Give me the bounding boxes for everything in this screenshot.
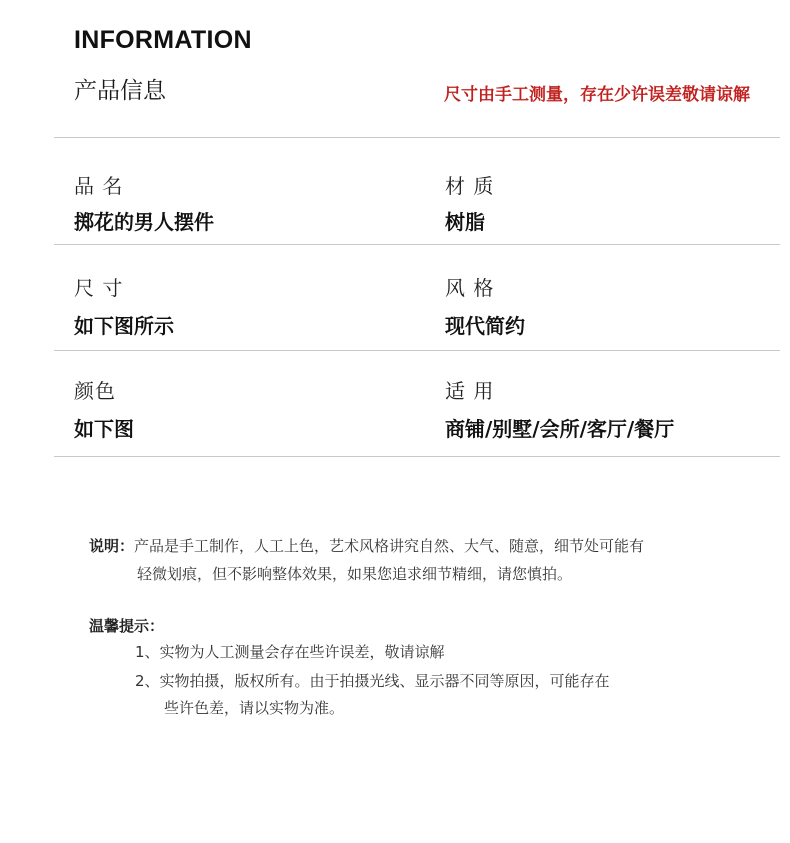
spec-label-style: 风 格 — [445, 276, 495, 300]
description-line-1 — [89, 535, 644, 556]
spec-label-material: 材 质 — [445, 174, 495, 198]
spec-value-usage: 商铺/别墅/会所/客厅/餐厅 — [445, 417, 675, 441]
section-title-en: INFORMATION — [74, 26, 252, 54]
spec-value-color: 如下图 — [74, 417, 134, 441]
measurement-note: 尺寸由手工测量，存在少许误差敬请谅解 — [444, 85, 750, 105]
spec-value-material: 树脂 — [445, 210, 485, 234]
spec-label-color: 颜色 — [74, 379, 116, 403]
spec-value-style: 现代简约 — [445, 314, 525, 338]
description-text-1: 产品是手工制作，人工上色，艺术风格讲究自然、大气、随意，细节处可能有 — [134, 537, 645, 555]
divider-row-2 — [54, 350, 780, 351]
divider-top — [54, 137, 780, 138]
spec-label-usage: 适 用 — [445, 379, 495, 403]
section-title-cn: 产品信息 — [74, 78, 166, 104]
tip-item-2: 2、实物拍摄，版权所有。由于拍摄光线、显示器不同等原因，可能存在 — [135, 672, 610, 690]
tips-title: 温馨提示： — [89, 617, 165, 635]
tip-item-1: 1、实物为人工测量会存在些许误差，敬请谅解 — [135, 643, 445, 661]
description-label: 说明： — [89, 537, 135, 555]
spec-value-name: 掷花的男人摆件 — [74, 210, 214, 234]
divider-row-1 — [54, 244, 780, 245]
divider-bottom — [54, 456, 780, 457]
spec-value-size: 如下图所示 — [74, 314, 174, 338]
description-line-2: 轻微划痕，但不影响整体效果，如果您追求细节精细，请您慎拍。 — [137, 565, 573, 583]
spec-label-name: 品 名 — [74, 174, 124, 198]
spec-label-size: 尺 寸 — [74, 276, 124, 300]
tip-item-2-continued: 些许色差，请以实物为准。 — [164, 699, 345, 717]
